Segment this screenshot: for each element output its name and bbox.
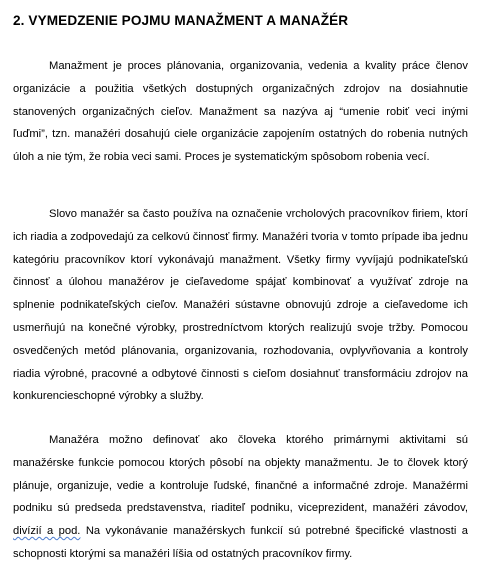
spellcheck-flagged-phrase: divízií a pod. <box>13 525 81 538</box>
paragraph-definition-management: Manažment je proces plánovania, organizovania, vedenia a kvality práce členov organizácie a použitia všetkých dostupných organizačných zdrojov na dosiahnutie stanovených organizačných cieľov. Manažment sa nazýva aj “umenie robiť veci inými ľuďmi”, tzn. manažéri dosahujú ciele organizácie zapojením ostatných do robenia nutných úloh a nie tým, že robia veci sami. Proces je systematickým spôsobom robenia vecí. <box>13 60 468 164</box>
paragraph-definition-manager <box>13 429 468 566</box>
paragraph-text-after: Na vykonávanie manažérskych funkcií sú potrebné špecifické vlastnosti a schopnosti ktorými sa manažéri líšia od ostatných pracovníkov firmy. <box>13 525 469 560</box>
section-heading: 2. VYMEDZENIE POJMU MANAŽMENT A MANAŽÉR <box>13 13 349 28</box>
paragraph-text-before: Manažéra možno definovať ako človeka ktorého primárnymi aktivitami sú manažérske funkcie pomocou ktorých pôsobí na objekty manažmentu. Je to človek ktorý plánuje, organizuje, vedie a kontroluje ľudské, finančné a informačné zdroje. Manažérmi podniku sú predseda predstavenstva, riaditeľ podniku, viceprezident, manažéri závodov, <box>13 434 468 515</box>
paragraph-term-manager: Slovo manažér sa často používa na označenie vrcholových pracovníkov firiem, ktorí ich riadia a zodpovedajú za celkovú činnosť firmy. Manažéri tvoria v tomto prípade iba jednu kategóriu pracovníkov ktorí vykonávajú manažment. Všetky firmy vyvíjajú podnikateľskú činnosť a úlohou manažérov je cieľavedome spájať kombinovať a využívať zdroje na splnenie podnikateľských cieľov. Manažéri sústavne obnovujú zdroje a cieľavedome ich usmerňujú na konečné výrobky, prostredníctvom ktorých realizujú svoje tržby. Pomocou osvedčených metód plánovania, organizovania, rozhodovania, ovplyvňovania a kontroly riadia výrobné, pracovné a odbytové činnosti s cieľom dosiahnuť transformáciu zdrojov na konkurencieschopné výrobky a služby. <box>13 208 468 403</box>
